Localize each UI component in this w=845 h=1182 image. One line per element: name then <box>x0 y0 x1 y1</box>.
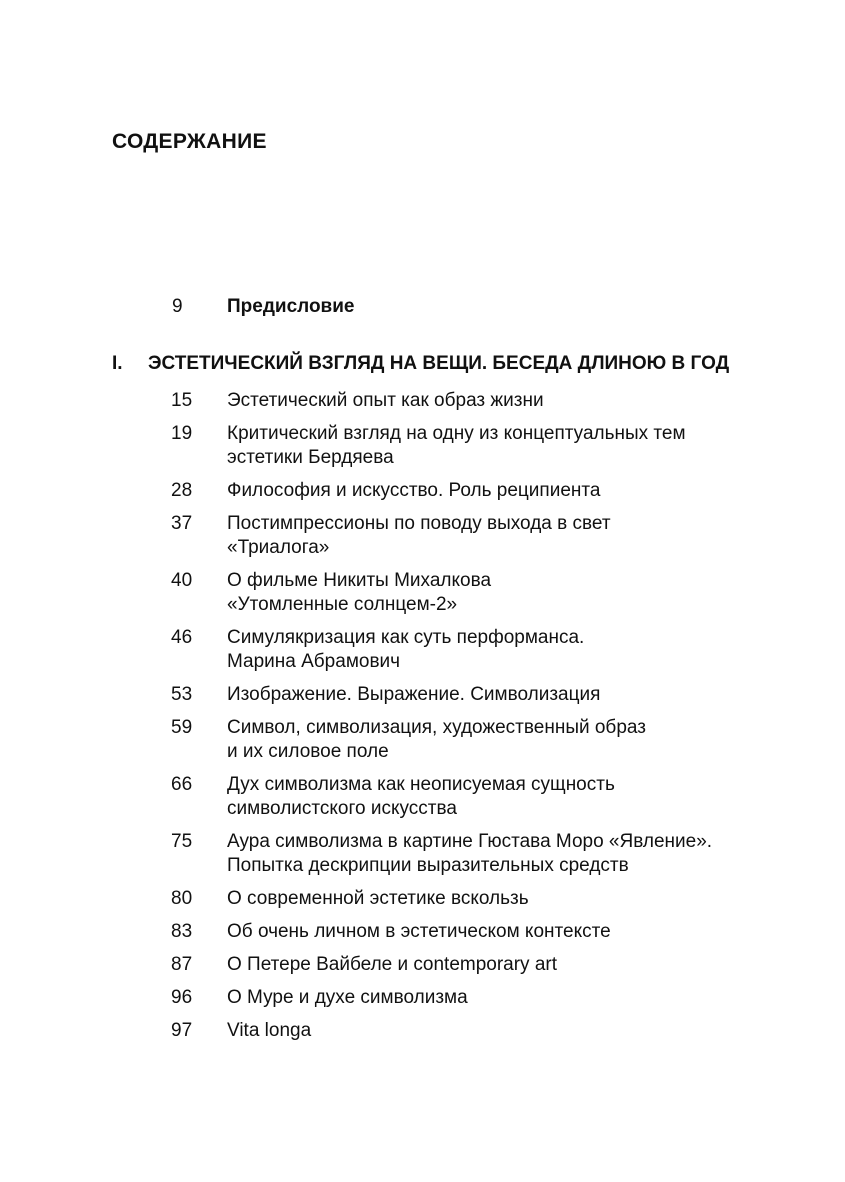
toc-entry[interactable] <box>0 716 845 764</box>
toc-page-number: 59 <box>171 717 193 738</box>
toc-entry[interactable] <box>0 422 845 470</box>
toc-entry-title <box>227 512 787 560</box>
toc-entry-line: Критический взгляд на одну из концептуальных тем <box>227 423 686 444</box>
toc-entry-line: О Муре и духе символизма <box>227 987 468 1008</box>
page-title: СОДЕРЖАНИЕ <box>112 130 267 153</box>
toc-entry-line: Философия и искусство. Роль реципиента <box>227 480 601 501</box>
toc-entry-line: и их силовое поле <box>227 741 389 762</box>
toc-entry-line: Эстетический опыт как образ жизни <box>227 390 544 411</box>
toc-entry[interactable] <box>0 626 845 674</box>
toc-page-number: 80 <box>171 888 193 909</box>
toc-entry-line: Vita longa <box>227 1020 312 1041</box>
toc-entry[interactable] <box>0 986 845 1010</box>
toc-entry[interactable] <box>0 683 845 707</box>
toc-page-number: 75 <box>171 831 193 852</box>
toc-page-number: 87 <box>171 954 193 975</box>
toc-entry[interactable] <box>0 389 845 413</box>
toc-entry[interactable] <box>0 569 845 617</box>
toc-entry[interactable] <box>0 887 845 911</box>
toc-entry[interactable] <box>0 1019 845 1043</box>
toc-entry-preface[interactable] <box>0 295 845 321</box>
toc-page-number: 19 <box>171 423 193 444</box>
toc-page-number: 46 <box>171 627 193 648</box>
toc-entry-title <box>227 1019 787 1043</box>
toc-entry-title <box>227 830 787 878</box>
toc-entry-title <box>227 389 787 413</box>
toc-entry-line: Об очень личном в эстетическом контексте <box>227 921 611 942</box>
toc-entry-title <box>227 479 787 503</box>
toc-entry-title <box>227 887 787 911</box>
toc-page-number: 37 <box>171 513 193 534</box>
toc-entry-line: Дух символизма как неописуемая сущность <box>227 774 615 795</box>
toc-entry[interactable] <box>0 830 845 878</box>
toc-entry-line: Симулякризация как суть перформанса. <box>227 627 585 648</box>
toc-entry[interactable] <box>0 773 845 821</box>
toc-entry-line: О Петере Вайбеле и contemporary art <box>227 954 558 975</box>
toc-entry-line: Марина Абрамович <box>227 651 401 672</box>
toc-entry-line: Постимпрессионы по поводу выхода в свет <box>227 513 611 534</box>
toc-entry-list <box>0 389 845 1052</box>
toc-entry-title <box>227 422 787 470</box>
toc-entry[interactable] <box>0 953 845 977</box>
toc-entry-line: Изображение. Выражение. Символизация <box>227 684 601 705</box>
toc-entry-title <box>227 920 787 944</box>
toc-entry-title <box>227 986 787 1010</box>
toc-entry-line: О фильме Никиты Михалкова <box>227 570 492 591</box>
toc-entry-title: Предисловие <box>227 296 355 317</box>
toc-entry-title <box>227 626 787 674</box>
toc-entry-title <box>227 683 787 707</box>
toc-entry-line: Аура символизма в картине Гюстава Моро «Явление». <box>227 831 713 852</box>
section-numeral: I. <box>112 353 123 374</box>
toc-entry-title <box>227 953 787 977</box>
toc-page-number: 9 <box>172 296 183 317</box>
toc-entry-title <box>227 569 787 617</box>
toc-entry-title <box>227 716 787 764</box>
section-title: ЭСТЕТИЧЕСКИЙ ВЗГЛЯД НА ВЕЩИ. БЕСЕДА ДЛИНОЮ В ГОД <box>148 353 730 374</box>
toc-entry-line: Символ, символизация, художественный образ <box>227 717 646 738</box>
toc-page-number: 53 <box>171 684 193 705</box>
toc-entry-line: эстетики Бердяева <box>227 447 394 468</box>
toc-entry[interactable] <box>0 920 845 944</box>
toc-entry[interactable] <box>0 479 845 503</box>
toc-page-number: 28 <box>171 480 193 501</box>
toc-page-number: 97 <box>171 1020 193 1041</box>
toc-entry-line: символистского искусства <box>227 798 457 819</box>
toc-page-number: 96 <box>171 987 193 1008</box>
toc-page-number: 15 <box>171 390 193 411</box>
toc-entry-line: О современной эстетике вскользь <box>227 888 529 909</box>
toc-entry[interactable] <box>0 512 845 560</box>
toc-entry-line: «Триалога» <box>227 537 330 558</box>
toc-page-number: 83 <box>171 921 193 942</box>
toc-page-number: 40 <box>171 570 193 591</box>
toc-entry-line: «Утомленные солнцем-2» <box>227 594 458 615</box>
toc-entry-title <box>227 773 787 821</box>
toc-entry-line: Попытка дескрипции выразительных средств <box>227 855 629 876</box>
toc-page-number: 66 <box>171 774 193 795</box>
section-heading <box>112 352 812 376</box>
